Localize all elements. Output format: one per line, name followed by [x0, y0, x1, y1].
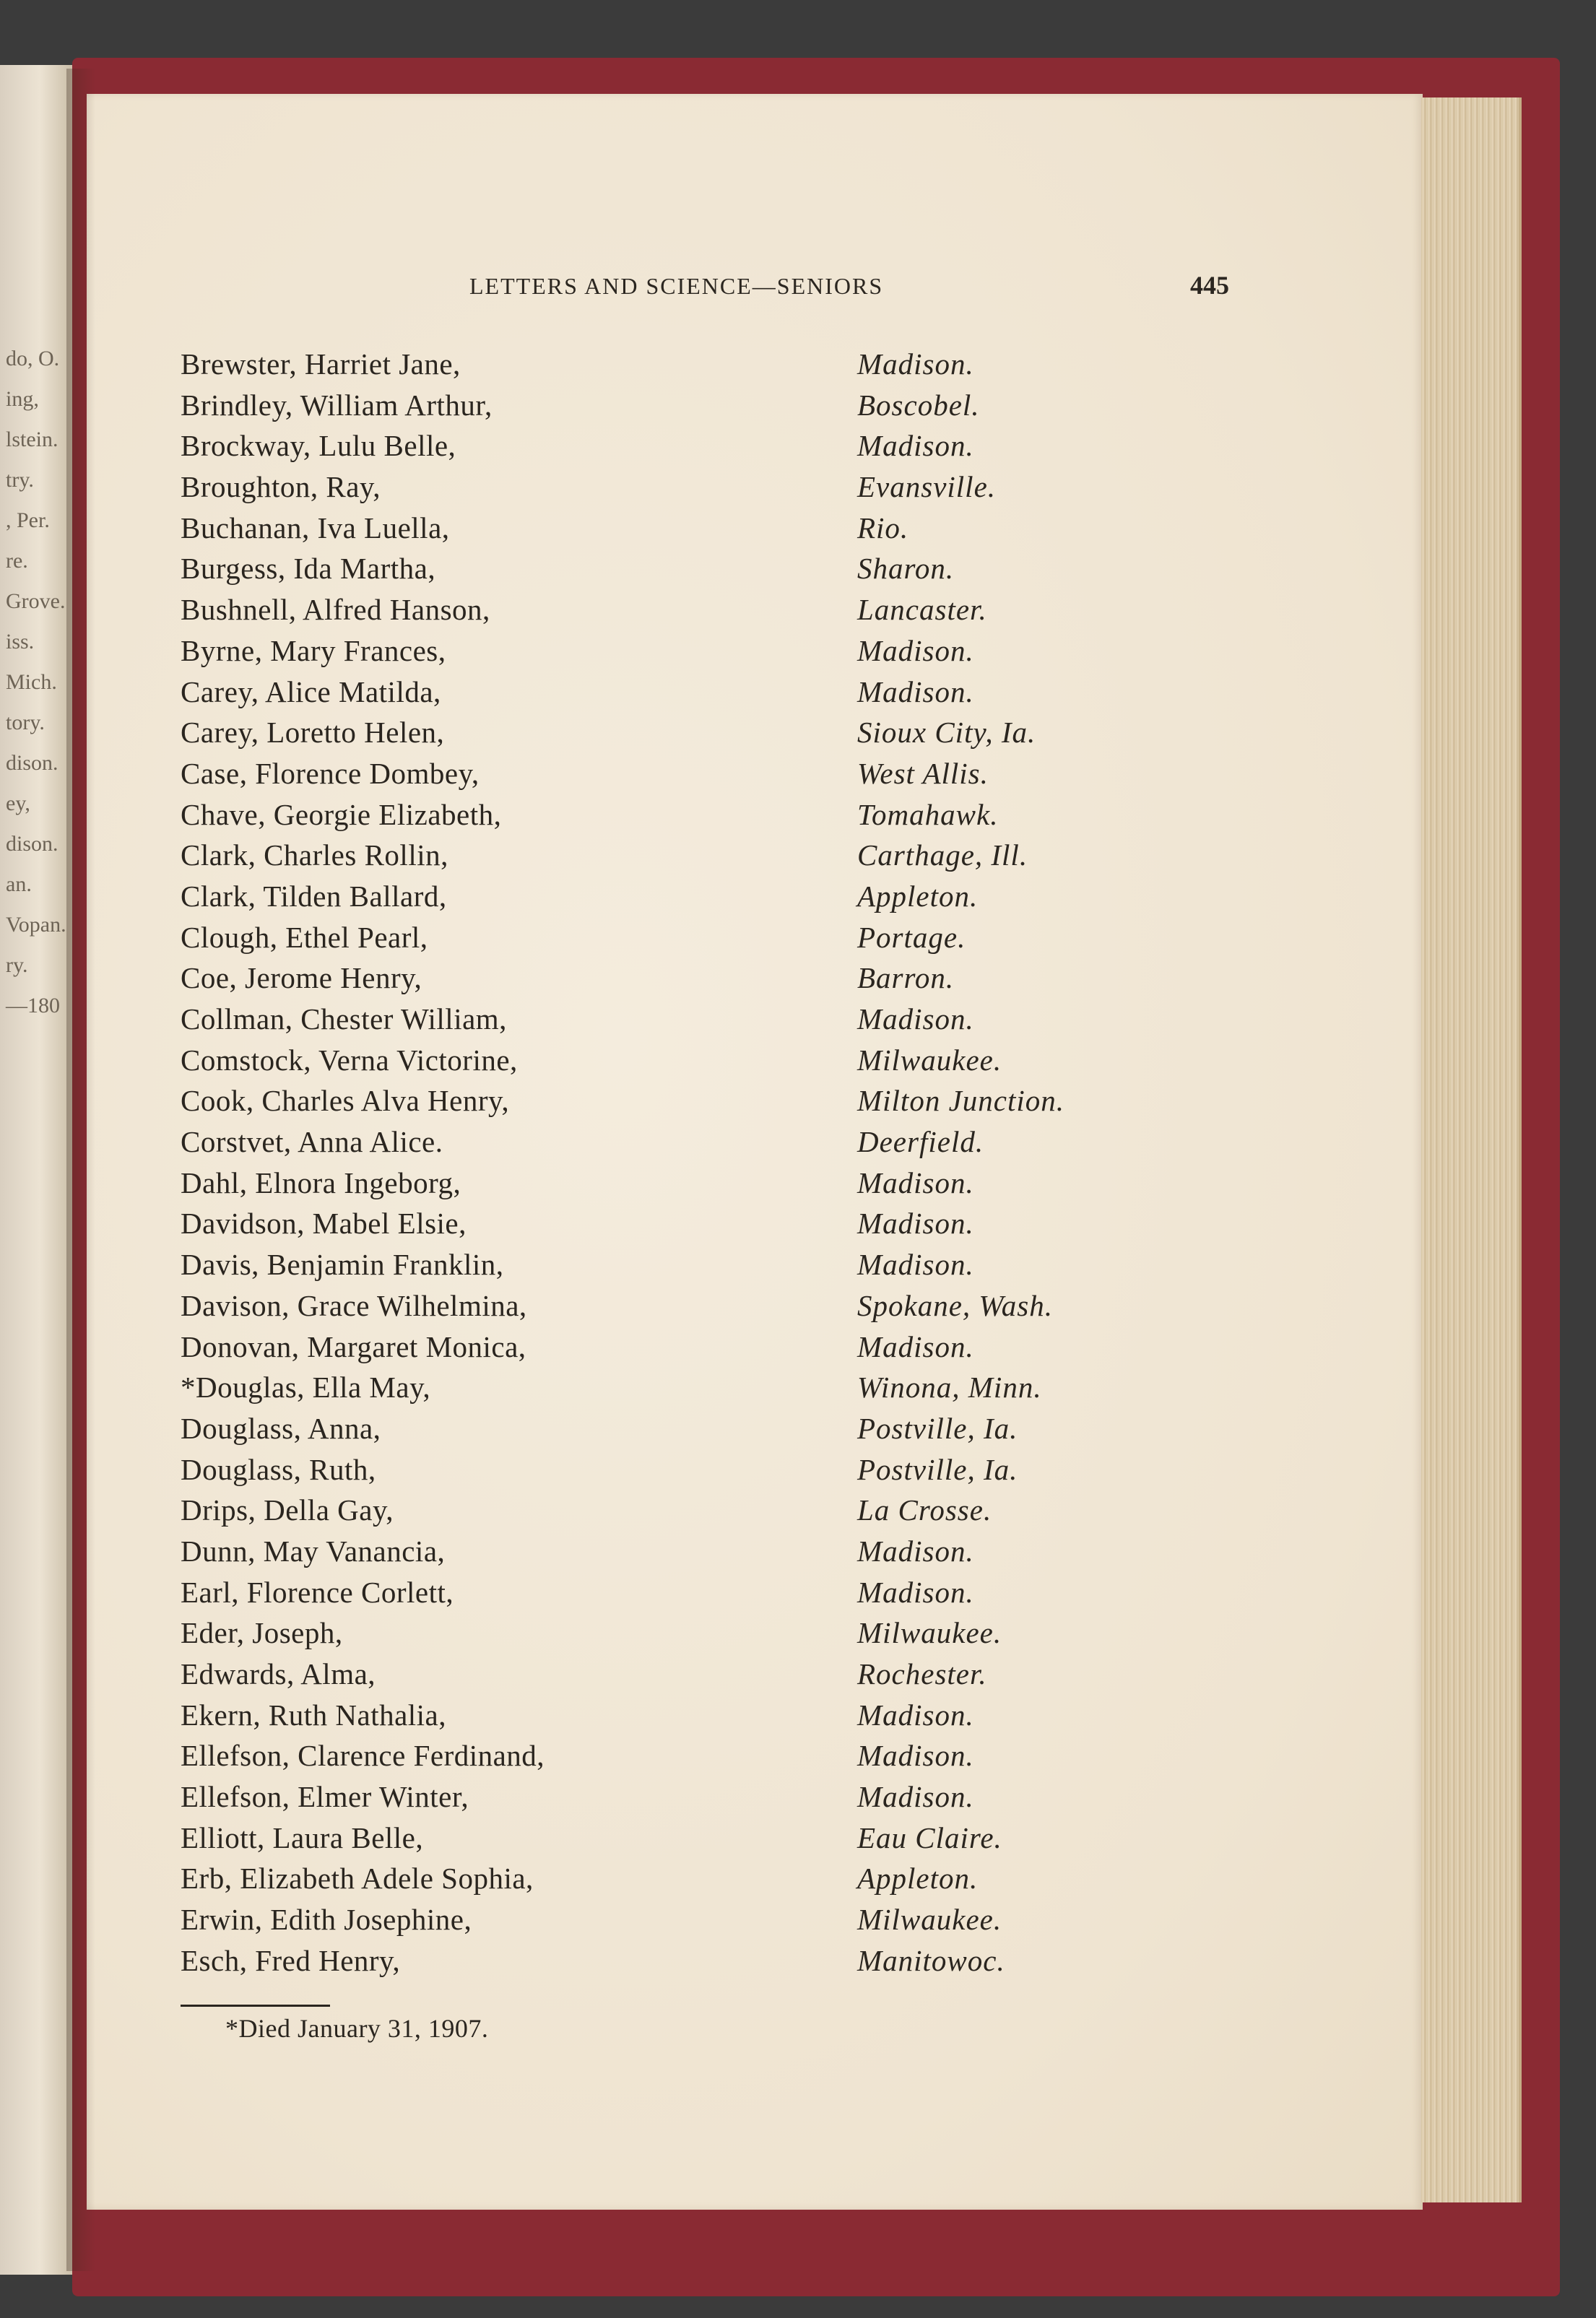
roster-row — [181, 756, 1192, 797]
student-name: Douglass, Anna, — [181, 1411, 381, 1445]
student-hometown: Appleton. — [857, 1862, 979, 1896]
roster-row — [181, 1779, 1192, 1820]
student-name: Bushnell, Alfred Hanson, — [181, 593, 490, 627]
student-name: Chave, Georgie Elizabeth, — [181, 797, 502, 831]
roster-row — [181, 1206, 1192, 1247]
student-name: Brewster, Harriet Jane, — [181, 347, 461, 381]
roster-row — [181, 1043, 1192, 1084]
student-roster — [181, 347, 1192, 1984]
student-name: Donovan, Margaret Monica, — [181, 1329, 526, 1363]
student-name: Ellefson, Clarence Ferdinand, — [181, 1739, 545, 1773]
previous-page-text-fragment: iss. — [6, 630, 35, 654]
roster-row — [181, 1902, 1192, 1943]
roster-row — [181, 674, 1192, 716]
roster-row — [181, 633, 1192, 674]
student-hometown: Madison. — [857, 633, 974, 667]
gutter-shadow — [66, 69, 95, 2271]
student-name: Burgess, Ida Martha, — [181, 552, 436, 586]
roster-row — [181, 1452, 1192, 1493]
student-name: Buchanan, Iva Luella, — [181, 511, 450, 544]
previous-page-text-fragment: dison. — [6, 751, 58, 775]
roster-row — [181, 1329, 1192, 1371]
student-hometown: Madison. — [857, 674, 974, 708]
student-hometown: Barron. — [857, 961, 955, 995]
student-hometown: Lancaster. — [857, 593, 987, 627]
footnote: *Died January 31, 1907. — [225, 2014, 489, 2043]
student-name: Esch, Fred Henry, — [181, 1943, 401, 1977]
student-name: Earl, Florence Corlett, — [181, 1575, 454, 1609]
roster-row — [181, 920, 1192, 961]
previous-page-text-fragment: ry. — [6, 953, 28, 977]
roster-row — [181, 1493, 1192, 1534]
roster-row — [181, 347, 1192, 388]
student-hometown: Madison. — [857, 1207, 974, 1241]
roster-row — [181, 1002, 1192, 1043]
roster-row — [181, 551, 1192, 592]
roster-row — [181, 1861, 1192, 1902]
student-name: Drips, Della Gay, — [181, 1493, 394, 1527]
roster-row — [181, 715, 1192, 756]
student-name: Edwards, Alma, — [181, 1657, 376, 1690]
roster-row — [181, 1738, 1192, 1779]
student-hometown: La Crosse. — [857, 1493, 992, 1527]
student-name: Corstvet, Anna Alice. — [181, 1125, 443, 1159]
student-hometown: Rio. — [857, 511, 909, 544]
student-hometown: Madison. — [857, 347, 974, 381]
student-hometown: Appleton. — [857, 879, 979, 913]
student-hometown: Boscobel. — [857, 388, 980, 422]
roster-row — [181, 960, 1192, 1002]
student-hometown: Madison. — [857, 1534, 974, 1568]
student-hometown: Postville, Ia. — [857, 1452, 1018, 1486]
student-name: Dunn, May Vanancia, — [181, 1534, 446, 1568]
student-hometown: Carthage, Ill. — [857, 838, 1028, 872]
previous-page-edge — [0, 65, 72, 2275]
roster-row — [181, 1124, 1192, 1165]
student-hometown: Milwaukee. — [857, 1043, 1002, 1077]
roster-row — [181, 388, 1192, 429]
student-hometown: Madison. — [857, 1575, 974, 1609]
roster-row — [181, 797, 1192, 838]
student-name: Carey, Alice Matilda, — [181, 674, 441, 708]
roster-row — [181, 1820, 1192, 1862]
student-hometown: Portage. — [857, 920, 966, 954]
student-name: Davidson, Mabel Elsie, — [181, 1207, 467, 1241]
student-hometown: Sharon. — [857, 552, 955, 586]
previous-page-text-fragment: ey, — [6, 791, 30, 815]
student-name: Byrne, Mary Frances, — [181, 633, 446, 667]
student-name: Erb, Elizabeth Adele Sophia, — [181, 1862, 534, 1896]
student-hometown: Manitowoc. — [857, 1943, 1005, 1977]
previous-page-text-fragment: tory. — [6, 711, 45, 734]
roster-row — [181, 469, 1192, 511]
student-hometown: Winona, Minn. — [857, 1371, 1042, 1405]
student-name: Davison, Grace Wilhelmina, — [181, 1288, 527, 1322]
student-hometown: Milton Junction. — [857, 1084, 1065, 1118]
previous-page-text-fragment: lstein. — [6, 427, 58, 451]
roster-row — [181, 592, 1192, 633]
student-name: *Douglas, Ella May, — [181, 1371, 431, 1405]
roster-row — [181, 1288, 1192, 1329]
student-hometown: Postville, Ia. — [857, 1411, 1018, 1445]
student-name: Broughton, Ray, — [181, 470, 381, 504]
student-name: Dahl, Elnora Ingeborg, — [181, 1165, 461, 1199]
student-hometown: Tomahawk. — [857, 797, 999, 831]
roster-row — [181, 879, 1192, 920]
previous-page-text-fragment: Mich. — [6, 670, 57, 694]
student-name: Case, Florence Dombey, — [181, 756, 480, 790]
roster-row — [181, 1165, 1192, 1207]
student-name: Coe, Jerome Henry, — [181, 961, 422, 995]
student-name: Clough, Ethel Pearl, — [181, 920, 428, 954]
roster-row — [181, 1370, 1192, 1411]
previous-page-text-fragment: do, O. — [6, 347, 60, 370]
roster-row — [181, 838, 1192, 879]
previous-page-text-fragment: re. — [6, 549, 28, 573]
footnote-rule — [181, 2005, 330, 2007]
student-name: Ellefson, Elmer Winter, — [181, 1780, 469, 1814]
roster-row — [181, 1698, 1192, 1739]
student-hometown: Madison. — [857, 1248, 974, 1282]
previous-page-text-fragment: ing, — [6, 387, 39, 411]
student-hometown: Eau Claire. — [857, 1820, 1002, 1854]
roster-row — [181, 1411, 1192, 1452]
student-hometown: Madison. — [857, 1780, 974, 1814]
previous-page-text-fragment: , Per. — [6, 508, 50, 532]
roster-row — [181, 1083, 1192, 1124]
student-hometown: Milwaukee. — [857, 1903, 1002, 1937]
student-hometown: Madison. — [857, 429, 974, 463]
student-hometown: Madison. — [857, 1739, 974, 1773]
student-name: Collman, Chester William, — [181, 1002, 507, 1036]
student-hometown: West Allis. — [857, 756, 989, 790]
student-hometown: Madison. — [857, 1165, 974, 1199]
student-name: Clark, Tilden Ballard, — [181, 879, 447, 913]
student-name: Brindley, William Arthur, — [181, 388, 493, 422]
roster-row — [181, 428, 1192, 469]
student-name: Comstock, Verna Victorine, — [181, 1043, 518, 1077]
student-name: Douglass, Ruth, — [181, 1452, 376, 1486]
student-hometown: Rochester. — [857, 1657, 987, 1690]
student-name: Clark, Charles Rollin, — [181, 838, 448, 872]
roster-row — [181, 511, 1192, 552]
student-hometown: Madison. — [857, 1002, 974, 1036]
roster-row — [181, 1615, 1192, 1657]
previous-page-text-fragment: an. — [6, 872, 32, 896]
running-header: LETTERS AND SCIENCE—SENIORS — [469, 273, 884, 299]
roster-row — [181, 1657, 1192, 1698]
previous-page-text-fragment: Grove. — [6, 589, 66, 613]
student-name: Eder, Joseph, — [181, 1616, 343, 1650]
student-hometown: Evansville. — [857, 470, 997, 504]
roster-row — [181, 1575, 1192, 1616]
student-name: Elliott, Laura Belle, — [181, 1820, 424, 1854]
previous-page-text-fragment: —180 — [6, 994, 60, 1017]
student-name: Ekern, Ruth Nathalia, — [181, 1698, 447, 1732]
student-hometown: Deerfield. — [857, 1125, 984, 1159]
student-name: Erwin, Edith Josephine, — [181, 1903, 472, 1937]
roster-row — [181, 1534, 1192, 1575]
student-hometown: Madison. — [857, 1329, 974, 1363]
previous-page-text-fragment: Vopan. — [6, 913, 66, 937]
student-hometown: Madison. — [857, 1698, 974, 1732]
student-hometown: Sioux City, Ia. — [857, 716, 1036, 750]
previous-page-text-fragment: try. — [6, 468, 34, 492]
previous-page-text-fragment: dison. — [6, 832, 58, 856]
roster-row — [181, 1247, 1192, 1288]
page-number: 445 — [1190, 271, 1229, 300]
student-name: Carey, Loretto Helen, — [181, 716, 445, 750]
roster-row — [181, 1943, 1192, 1984]
student-name: Brockway, Lulu Belle, — [181, 429, 456, 463]
student-hometown: Spokane, Wash. — [857, 1288, 1053, 1322]
student-name: Cook, Charles Alva Henry, — [181, 1084, 510, 1118]
student-hometown: Milwaukee. — [857, 1616, 1002, 1650]
student-name: Davis, Benjamin Franklin, — [181, 1248, 504, 1282]
page-stack-edge — [1421, 97, 1522, 2202]
